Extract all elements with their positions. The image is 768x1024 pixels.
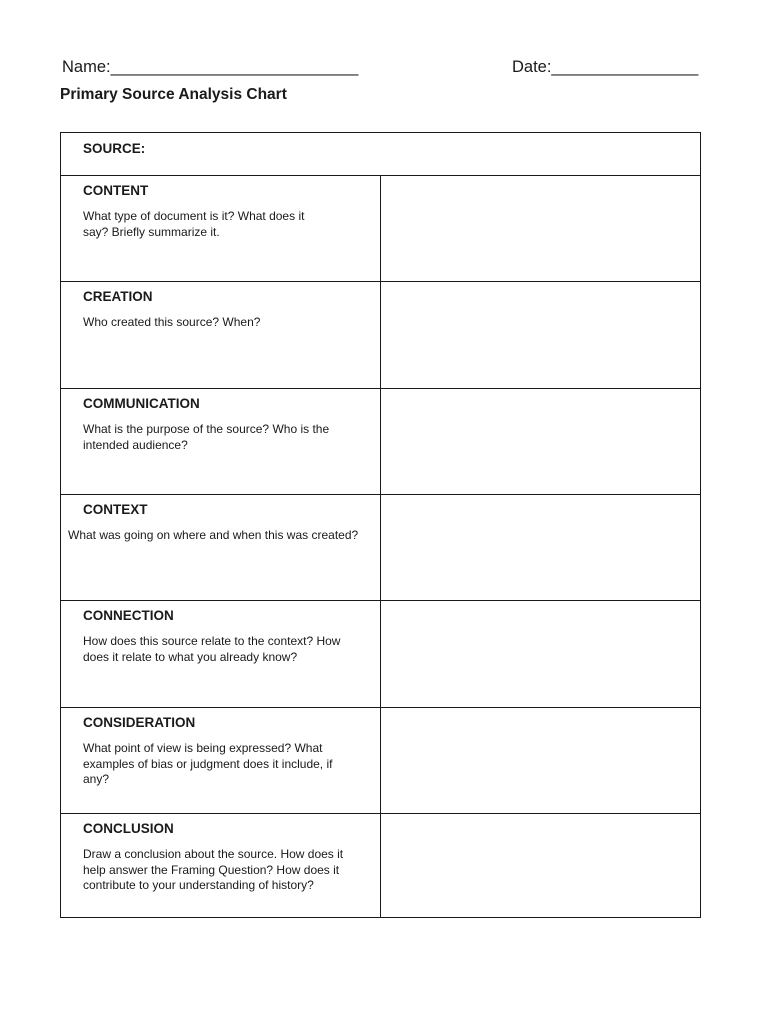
- connection-question-cell: [61, 601, 381, 707]
- name-field[interactable]: Name:___________________________: [62, 58, 359, 76]
- communication-row: [61, 389, 700, 495]
- connection-row: [61, 601, 700, 708]
- source-row[interactable]: [61, 133, 700, 176]
- context-heading: CONTEXT: [83, 502, 148, 517]
- conclusion-row: [61, 814, 700, 917]
- creation-answer-cell[interactable]: [381, 282, 700, 388]
- consideration-prompt: What point of view is being expressed? What examples of bias or judgment does it include, if any?: [83, 741, 333, 786]
- communication-prompt: What is the purpose of the source? Who is the intended audience?: [83, 422, 330, 452]
- content-question-cell: [61, 176, 381, 281]
- content-heading: CONTENT: [83, 183, 149, 198]
- context-prompt: What was going on where and when this was created?: [68, 528, 359, 542]
- communication-heading: COMMUNICATION: [83, 396, 200, 411]
- creation-heading: CREATION: [83, 289, 153, 304]
- connection-answer-cell[interactable]: [381, 601, 700, 707]
- communication-question-cell: [61, 389, 381, 494]
- source-label: SOURCE:: [83, 141, 146, 156]
- conclusion-heading: CONCLUSION: [83, 821, 174, 836]
- creation-row: [61, 282, 700, 389]
- creation-prompt: Who created this source? When?: [83, 315, 261, 329]
- context-question-cell: [61, 495, 381, 600]
- creation-question-cell: [61, 282, 381, 388]
- content-row: [61, 176, 700, 282]
- communication-answer-cell[interactable]: [381, 389, 700, 494]
- content-prompt: What type of document is it? What does it say? Briefly summarize it.: [83, 209, 305, 239]
- content-answer-cell[interactable]: [381, 176, 700, 281]
- connection-prompt: How does this source relate to the context? How does it relate to what you already know?: [83, 634, 341, 664]
- context-answer-cell[interactable]: [381, 495, 700, 600]
- consideration-answer-cell[interactable]: [381, 708, 700, 813]
- consideration-row: [61, 708, 700, 814]
- context-row: [61, 495, 700, 601]
- connection-heading: CONNECTION: [83, 608, 174, 623]
- consideration-question-cell: [61, 708, 381, 813]
- date-field[interactable]: Date:________________: [512, 58, 699, 76]
- analysis-chart: [60, 132, 701, 918]
- consideration-heading: CONSIDERATION: [83, 715, 196, 730]
- page-title: Primary Source Analysis Chart: [60, 86, 287, 103]
- conclusion-prompt: Draw a conclusion about the source. How does it help answer the Framing Question? How does it contribute to your understanding of history?: [83, 847, 344, 892]
- conclusion-answer-cell[interactable]: [381, 814, 700, 917]
- conclusion-question-cell: [61, 814, 381, 917]
